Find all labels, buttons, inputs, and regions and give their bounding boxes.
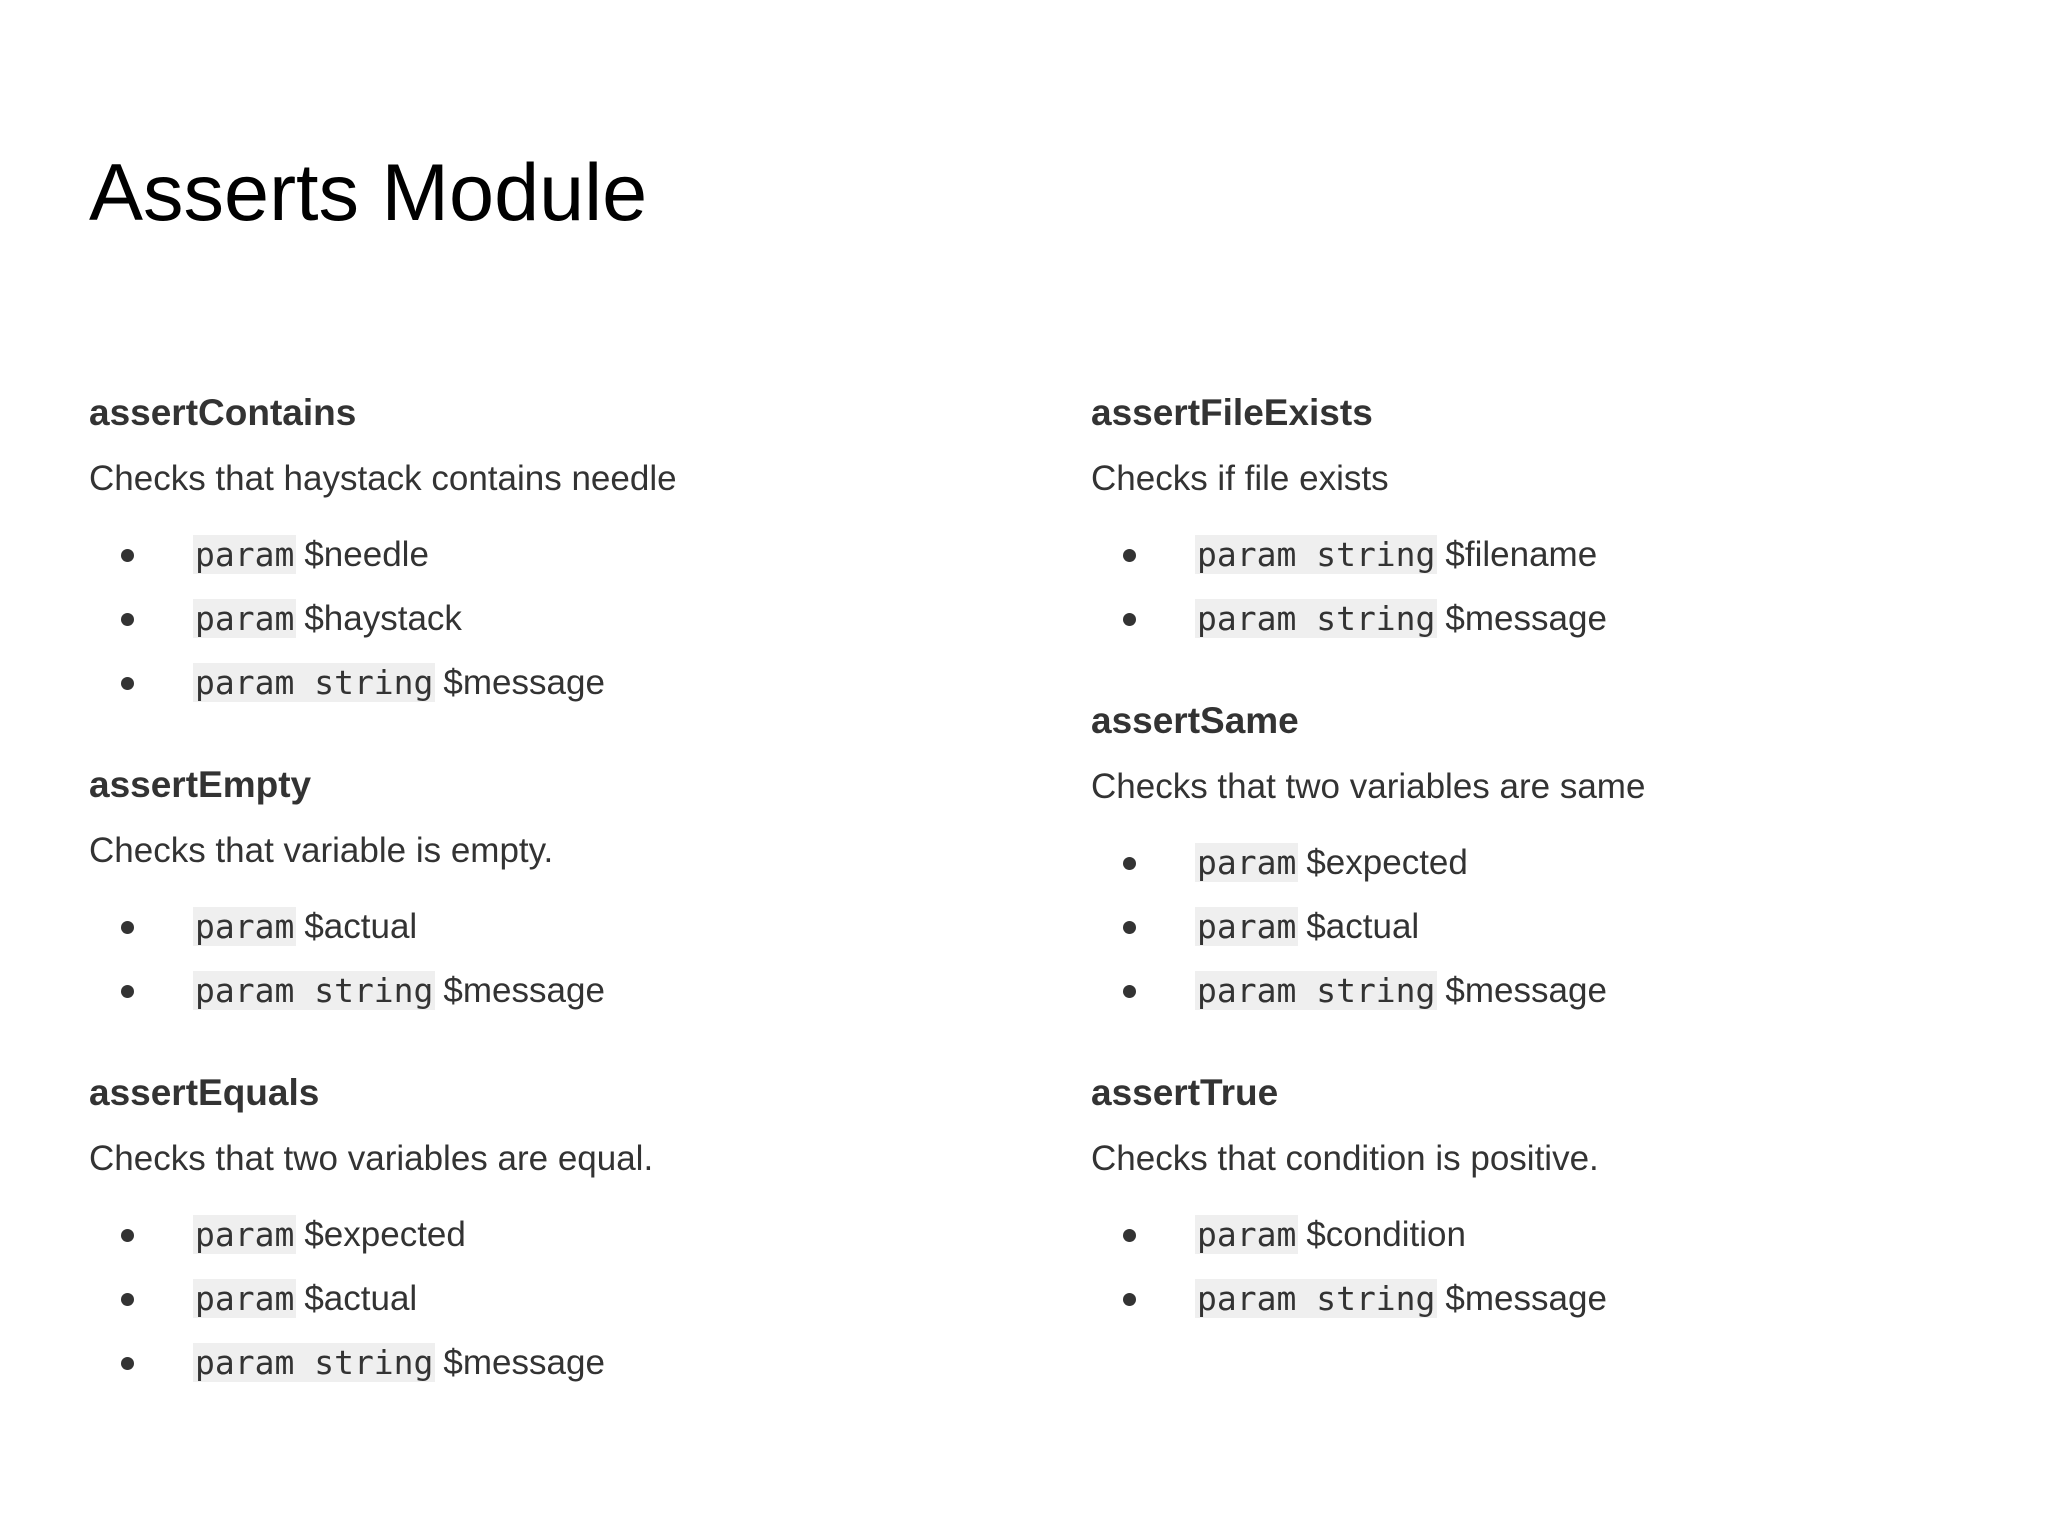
bullet-icon <box>121 1357 134 1370</box>
param-name: $condition <box>1306 1215 1466 1254</box>
list-item <box>1091 523 1991 587</box>
param-name: $message <box>1445 599 1607 638</box>
param-name: $message <box>1445 1279 1607 1318</box>
bullet-icon <box>1123 1229 1136 1242</box>
list-item <box>89 651 989 715</box>
param-list <box>1091 1203 1991 1331</box>
bullet-icon <box>1123 985 1136 998</box>
param-name: $expected <box>1306 843 1468 882</box>
param-name: $message <box>443 1343 605 1382</box>
method-description: Checks that condition is positive. <box>1091 1139 1599 1178</box>
param-tag: param string <box>1197 971 1436 1010</box>
param-list <box>89 1203 989 1395</box>
param-name: $actual <box>1306 907 1420 946</box>
param-list <box>1091 831 1991 1023</box>
method-description: Checks that two variables are same <box>1091 767 1646 806</box>
list-item <box>1091 587 1991 651</box>
bullet-icon <box>1123 613 1136 626</box>
param-name: $message <box>443 971 605 1010</box>
param-list <box>89 523 989 715</box>
method-name: assertEquals <box>89 1072 320 1113</box>
section-assert-equals <box>89 1063 989 1395</box>
list-item <box>89 895 989 959</box>
param-name: $filename <box>1445 535 1598 574</box>
bullet-icon <box>1123 921 1136 934</box>
param-name: $expected <box>304 1215 466 1254</box>
method-name: assertEmpty <box>89 764 312 805</box>
page-title: Asserts Module <box>89 148 648 238</box>
param-tag: param <box>1197 843 1297 882</box>
param-tag: param string <box>195 1343 434 1382</box>
list-item <box>1091 1203 1991 1267</box>
param-tag: param string <box>195 663 434 702</box>
list-item <box>1091 1267 1991 1331</box>
param-name: $actual <box>304 1279 418 1318</box>
method-name: assertSame <box>1091 700 1299 741</box>
param-name: $needle <box>304 535 429 574</box>
method-name: assertFileExists <box>1091 392 1373 433</box>
list-item <box>89 1331 989 1395</box>
section-assert-file-exists <box>1091 383 1991 651</box>
param-name: $actual <box>304 907 418 946</box>
bullet-icon <box>121 613 134 626</box>
bullet-icon <box>121 677 134 690</box>
list-item <box>89 1267 989 1331</box>
section-assert-contains <box>89 383 989 715</box>
section-assert-true <box>1091 1063 1991 1331</box>
bullet-icon <box>121 921 134 934</box>
list-item <box>89 1203 989 1267</box>
bullet-icon <box>1123 1293 1136 1306</box>
param-name: $message <box>443 663 605 702</box>
param-tag: param string <box>1197 535 1436 574</box>
left-column <box>89 383 989 1435</box>
right-column <box>1091 383 1991 1371</box>
method-description: Checks that variable is empty. <box>89 831 554 870</box>
param-tag: param <box>195 1279 295 1318</box>
param-tag: param <box>1197 907 1297 946</box>
param-name: $haystack <box>304 599 462 638</box>
bullet-icon <box>121 1293 134 1306</box>
param-list <box>89 895 989 1023</box>
method-name: assertTrue <box>1091 1072 1279 1113</box>
list-item <box>1091 959 1991 1023</box>
bullet-icon <box>121 549 134 562</box>
param-tag: param <box>195 1215 295 1254</box>
method-description: Checks that haystack contains needle <box>89 459 677 498</box>
param-tag: param <box>195 535 295 574</box>
param-tag: param string <box>1197 599 1436 638</box>
section-assert-empty <box>89 755 989 1023</box>
method-name: assertContains <box>89 392 357 433</box>
param-tag: param <box>195 599 295 638</box>
bullet-icon <box>121 985 134 998</box>
list-item <box>1091 831 1991 895</box>
param-tag: param string <box>1197 1279 1436 1318</box>
list-item <box>89 523 989 587</box>
bullet-icon <box>1123 857 1136 870</box>
param-name: $message <box>1445 971 1607 1010</box>
param-tag: param <box>195 907 295 946</box>
param-tag: param string <box>195 971 434 1010</box>
list-item <box>89 587 989 651</box>
method-description: Checks if file exists <box>1091 459 1389 498</box>
list-item <box>89 959 989 1023</box>
list-item <box>1091 895 1991 959</box>
bullet-icon <box>1123 549 1136 562</box>
section-assert-same <box>1091 691 1991 1023</box>
param-list <box>1091 523 1991 651</box>
bullet-icon <box>121 1229 134 1242</box>
method-description: Checks that two variables are equal. <box>89 1139 654 1178</box>
param-tag: param <box>1197 1215 1297 1254</box>
